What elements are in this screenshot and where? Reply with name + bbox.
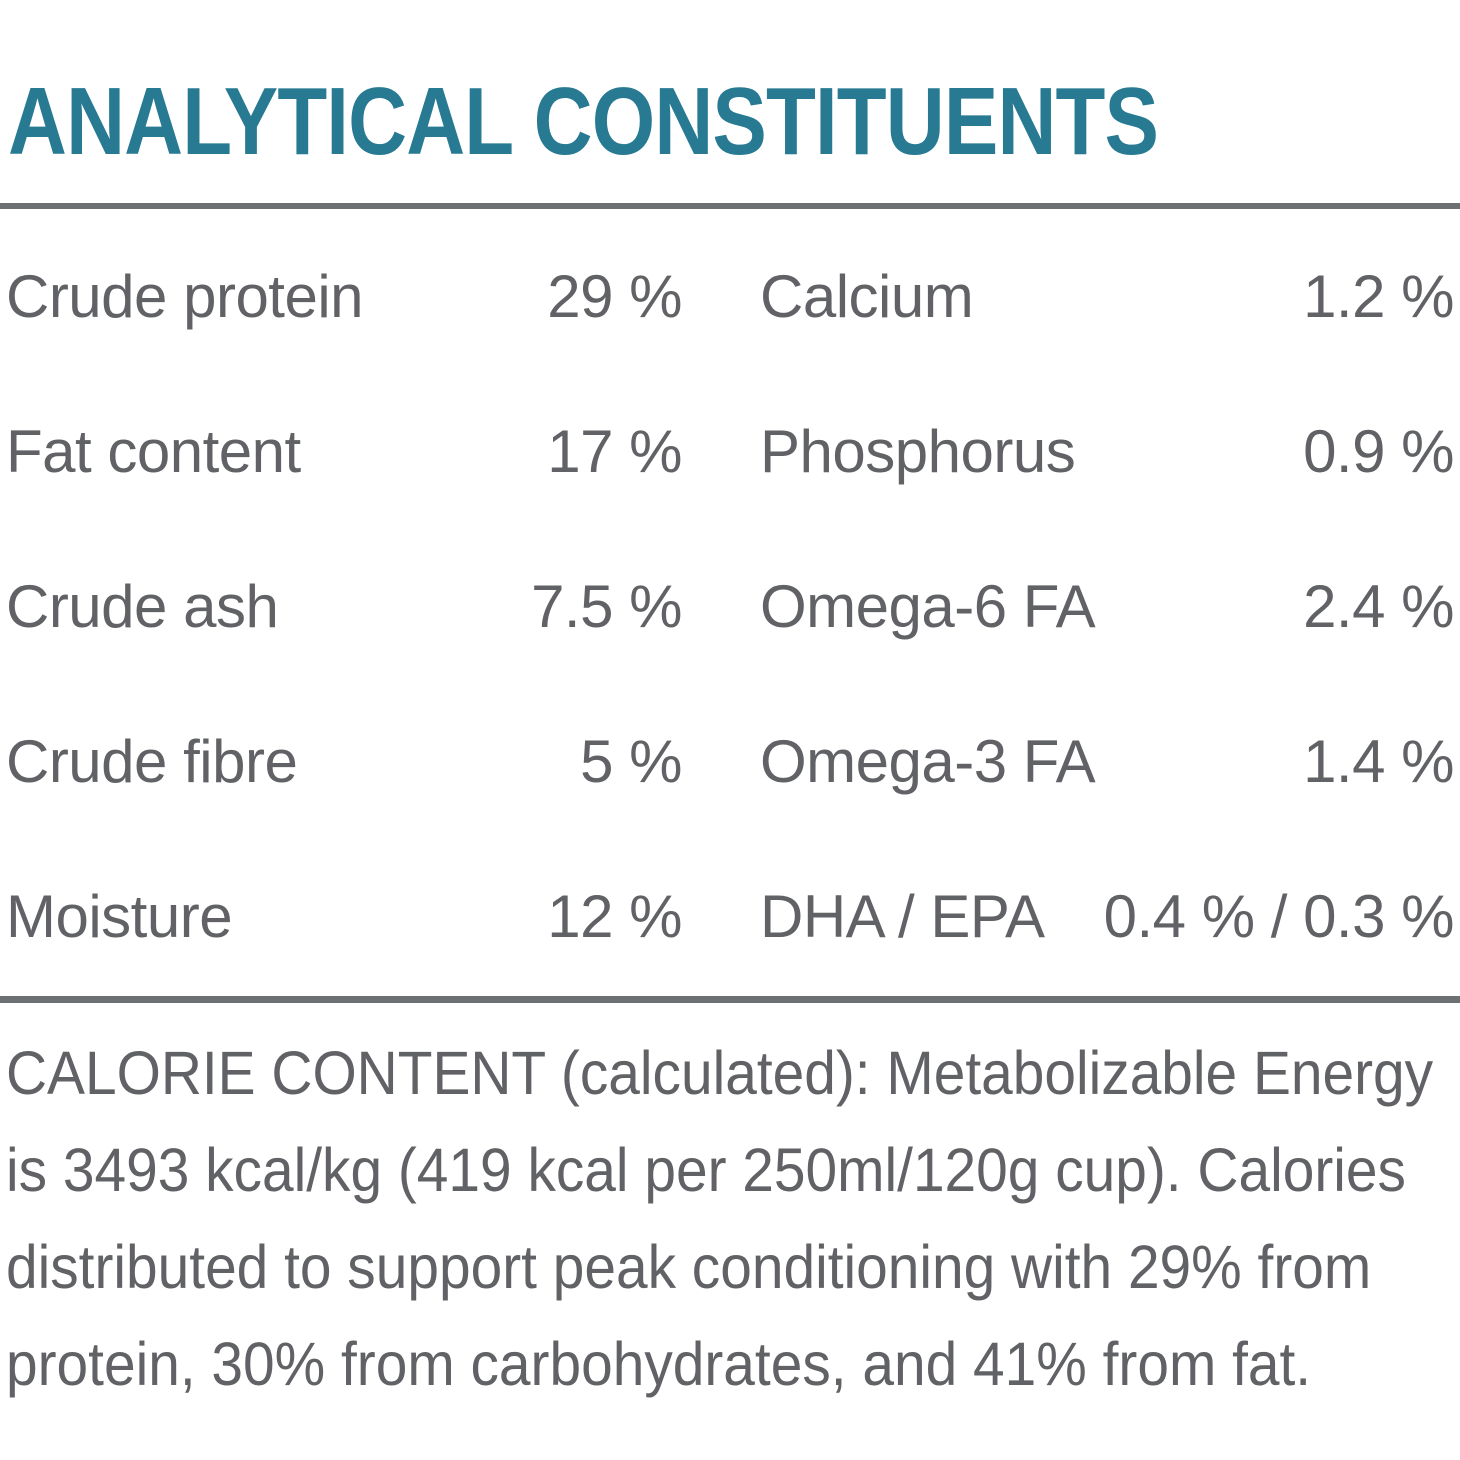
table-bottom-rule xyxy=(0,996,1460,1003)
table-row xyxy=(6,573,682,732)
constituent-value: 2.4 % xyxy=(1303,573,1454,640)
table-row xyxy=(6,418,682,577)
constituent-value: 17 % xyxy=(547,418,682,485)
constituent-value: 5 % xyxy=(580,728,682,795)
constituent-label: DHA / EPA xyxy=(760,883,1045,950)
constituent-label: Moisture xyxy=(6,883,233,950)
constituent-value: 12 % xyxy=(547,883,682,950)
table-row xyxy=(6,883,682,1042)
constituent-value: 1.4 % xyxy=(1303,728,1454,795)
table-row xyxy=(682,883,1454,1042)
constituent-label: Fat content xyxy=(6,418,301,485)
constituent-label: Omega-3 FA xyxy=(760,728,1096,795)
constituent-label: Crude protein xyxy=(6,263,364,330)
table-row xyxy=(6,728,682,887)
constituent-value: 29 % xyxy=(547,263,682,330)
calorie-content-paragraph: CALORIE CONTENT (calculated): Metabolizable Energy is 3493 kcal/kg (419 kcal per 250ml/120g cup). Calories distributed to support peak conditioning with 29% from protein, 30% from carbohydrates, and 41% from fat. xyxy=(6,1039,1434,1398)
constituents-table xyxy=(6,263,1454,1042)
constituents-left-column xyxy=(6,263,682,1042)
constituent-value: 0.9 % xyxy=(1303,418,1454,485)
constituent-label: Crude ash xyxy=(6,573,279,640)
constituent-label: Calcium xyxy=(760,263,974,330)
page-title: ANALYTICAL CONSTITUENTS xyxy=(8,68,1159,175)
table-row xyxy=(682,263,1454,422)
constituents-right-column xyxy=(682,263,1454,1042)
table-row xyxy=(6,263,682,422)
constituent-label: Omega-6 FA xyxy=(760,573,1096,640)
title-divider-rule xyxy=(0,203,1460,209)
constituent-value: 1.2 % xyxy=(1303,263,1454,330)
constituent-value: 0.4 % / 0.3 % xyxy=(1103,883,1454,950)
constituent-label: Crude fibre xyxy=(6,728,298,795)
constituent-label: Phosphorus xyxy=(760,418,1076,485)
table-row xyxy=(682,573,1454,732)
table-row xyxy=(682,728,1454,887)
constituent-value: 7.5 % xyxy=(531,573,682,640)
table-row xyxy=(682,418,1454,577)
